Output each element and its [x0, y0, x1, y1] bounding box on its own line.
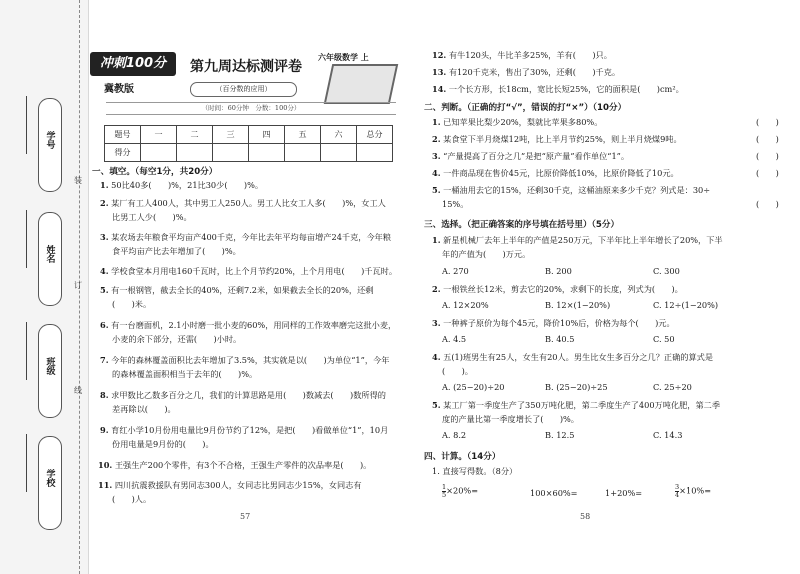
question-number: 5.: [432, 400, 441, 410]
calc-expression-2: 100×60%=: [530, 488, 578, 498]
question-2-cont: 比男工人少( )%。: [112, 212, 192, 222]
option-a[interactable]: A. 8.2: [442, 430, 467, 440]
answer-box[interactable]: ( ): [756, 151, 779, 161]
answer-box[interactable]: ( ): [756, 168, 779, 178]
question-7-cont: 的森林覆盖面积相当于去年的( )%。: [112, 369, 258, 379]
score-cell: 一: [141, 126, 177, 144]
page-subtitle: （百分数的应用）: [190, 82, 297, 97]
judge-5-cont: 15%。: [442, 199, 469, 209]
option-b[interactable]: B. 200: [545, 266, 572, 276]
option-a[interactable]: A. 4.5: [442, 334, 467, 344]
option-c[interactable]: C. 25÷20: [653, 382, 692, 392]
question-7: [100, 355, 389, 366]
answer-box[interactable]: ( ): [756, 199, 779, 209]
question-text: 一根铁丝长12米，剪去它的20%，求剩下的长度，列式为( )。: [443, 284, 683, 294]
question-text: 有120千克米，售出了30%，还剩( )千克。: [448, 67, 621, 77]
denominator: 4: [675, 491, 680, 499]
question-text: 已知苹果比梨少20%，梨就比苹果多80%。: [443, 117, 603, 127]
question-number: 4.: [100, 266, 109, 276]
choice-4: [432, 352, 713, 363]
option-c[interactable]: C. 50: [653, 334, 675, 344]
answer-box[interactable]: ( ): [756, 134, 779, 144]
question-number: 1.: [432, 235, 441, 245]
question-text: 王强生产200个零件，有3个不合格，王强生产零件的次品率是( )。: [114, 460, 372, 470]
question-text: 求甲数比乙数多百分之几，我们的计算思路是用( )数减去( )数所得的: [111, 390, 386, 400]
option-b[interactable]: B. 12.5: [545, 430, 575, 440]
calc-expression-3: 1+20%=: [605, 488, 643, 498]
score-cell: 二: [177, 126, 213, 144]
question-9: [100, 425, 388, 436]
question-12: [432, 50, 612, 61]
field-line: [26, 210, 27, 268]
question-number: 2.: [432, 284, 441, 294]
question-14: [432, 84, 684, 95]
question-number: 1.: [432, 117, 441, 127]
question-number: 4.: [432, 168, 441, 178]
score-input-cell[interactable]: [177, 144, 213, 162]
judge-3: [432, 151, 629, 162]
question-text: 学校食堂本月用电160千瓦时，比上个月节约20%，上个月用电( )千瓦时。: [111, 266, 398, 276]
numerator: 3: [675, 483, 680, 491]
edition-label: 冀教版: [104, 84, 134, 95]
question-number: 6.: [100, 320, 109, 330]
question-5-cont: ( )米。: [112, 299, 152, 309]
question-3: [100, 232, 391, 243]
field-label: 学号: [44, 131, 55, 149]
score-cell: 得分: [105, 144, 141, 162]
question-number: 11.: [98, 480, 113, 490]
field-label: 学校: [44, 469, 55, 487]
student-id-field[interactable]: [38, 98, 62, 192]
calc-subheading: 1. 直接写得数。（8分）: [432, 466, 518, 476]
question-text: 某农场去年粮食平均亩产400千克，今年比去年平均每亩增产24千克，今年粮: [111, 232, 392, 242]
field-line: [26, 322, 27, 380]
time-score-bar: （时间：60分钟 分数：100分）: [106, 102, 396, 115]
question-text: 有一根钢管，截去全长的40%，还剩7.2米，如果截去全长的20%，还剩: [111, 285, 374, 295]
right-page: [420, 0, 800, 574]
question-text: 一件商品现在售价45元，比原价降低10%，比原价降低了10元。: [443, 168, 679, 178]
question-number: 3.: [100, 232, 109, 242]
question-5: [100, 285, 373, 296]
question-number: 5.: [432, 185, 441, 195]
score-cell: 四: [249, 126, 285, 144]
question-text: 育红小学10月份用电量比9月份节约了12%，是把( )看做单位“1”，10月: [111, 425, 389, 435]
question-6: [100, 320, 396, 331]
cut-mark: 线: [74, 386, 82, 395]
question-text: 某食堂下半月烧煤12吨，比上半月节约25%，则上半月烧煤9吨。: [443, 134, 682, 144]
choice-5-cont: 度的产量比第一季度增长了( )%。: [442, 414, 579, 424]
question-text: “产量提高了百分之几”是把“原产量”看作单位“1”。: [443, 151, 630, 161]
score-cell: 总分: [357, 126, 393, 144]
option-b[interactable]: B. 40.5: [545, 334, 575, 344]
question-number: 9.: [100, 425, 109, 435]
left-page: [90, 0, 405, 574]
question-10: [98, 460, 371, 471]
score-input-cell[interactable]: [357, 144, 393, 162]
question-text: 50比40多( )%，21比30少( )%。: [111, 180, 264, 190]
numerator: 1: [442, 483, 447, 491]
cut-mark: 装: [74, 176, 82, 185]
question-number: 10.: [98, 460, 113, 470]
option-a[interactable]: A. 270: [442, 266, 469, 276]
judge-5: [432, 185, 710, 196]
question-number: 7.: [100, 355, 109, 365]
option-a[interactable]: A. (25−20)÷20: [442, 382, 505, 392]
judge-4: [432, 168, 679, 179]
section-heading-choice: 三、选择。（把正确答案的序号填在括号里）（5分）: [424, 220, 620, 230]
option-c[interactable]: C. 14.3: [653, 430, 683, 440]
question-1: [100, 180, 263, 191]
question-number: 1.: [100, 180, 109, 190]
field-label: 姓名: [44, 245, 55, 263]
question-11: [98, 480, 362, 491]
question-8-cont: 差再除以( )。: [112, 404, 176, 414]
expression-text: ×10%=: [679, 485, 712, 496]
calc-expression-1: [442, 484, 478, 499]
choice-3: [432, 318, 675, 329]
score-table-score-row: [105, 144, 393, 162]
choice-5: [432, 400, 720, 411]
question-6-cont: 小麦的余下部分，还需( )小时。: [112, 334, 242, 344]
tablet-illustration-icon: [324, 64, 399, 104]
question-11-cont: ( )人。: [112, 494, 152, 504]
page-number: 58: [580, 512, 591, 521]
option-c[interactable]: C. 12÷(1−20%): [653, 300, 719, 310]
judge-2: [432, 134, 682, 145]
score-cell: 三: [213, 126, 249, 144]
question-text: 一个长方形，长18cm，宽比长短25%，它的面积是( )cm²。: [448, 84, 684, 94]
choice-1-cont: 年的产值为( )万元。: [442, 249, 531, 259]
question-number: 2.: [100, 198, 109, 208]
score-input-cell[interactable]: [321, 144, 357, 162]
score-cell: 六: [321, 126, 357, 144]
score-table: [104, 125, 393, 162]
question-text: 某厂有工人400人，其中男工人250人。男工人比女工人多( )%，女工人: [111, 198, 386, 208]
score-cell: 题号: [105, 126, 141, 144]
question-13: [432, 67, 620, 78]
question-9-cont: 份用电量是9月份的( )。: [112, 439, 214, 449]
question-number: 3.: [432, 151, 441, 161]
question-text: 有牛120头，牛比羊多25%，羊有( )只。: [448, 50, 612, 60]
question-3-cont: 食平均亩产比去年增加了( )%。: [112, 246, 241, 256]
score-input-cell[interactable]: [249, 144, 285, 162]
choice-2: [432, 284, 683, 295]
question-number: 5.: [100, 285, 109, 295]
option-c[interactable]: C. 300: [653, 266, 680, 276]
field-line: [26, 434, 27, 492]
question-number: 8.: [100, 390, 109, 400]
page-title: 第九周达标测评卷: [190, 59, 302, 75]
question-8: [100, 390, 386, 401]
score-input-cell[interactable]: [141, 144, 177, 162]
class-field[interactable]: [38, 324, 62, 418]
question-number: 14.: [432, 84, 447, 94]
section-heading-judge: 二、判断。（正确的打“√”，错误的打“×”）（10分）: [424, 103, 627, 113]
field-label: 班级: [44, 357, 55, 375]
grade-label: 六年级数学 上: [318, 52, 369, 62]
binding-strip: [0, 0, 89, 574]
question-text: 某工厂第一季度生产了350万吨化肥，第二季度生产了400万吨化肥，第二季: [443, 400, 721, 410]
page-number: 57: [240, 512, 251, 521]
question-text: 今年的森林覆盖面积比去年增加了3.5%，其实就是以( )为单位“1”，今年: [111, 355, 390, 365]
section-heading-fill: 一、填空。（每空1分，共20分）: [92, 167, 218, 177]
question-text: 一种裤子原价为每个45元，降价10%后，价格为每个( )元。: [443, 318, 675, 328]
question-2: [100, 198, 386, 209]
answer-box[interactable]: ( ): [756, 117, 779, 127]
question-text: 一桶油用去它的15%，还剩30千克，这桶油原来多少千克？列式是：30÷: [443, 185, 711, 195]
question-number: 4.: [432, 352, 441, 362]
question-text: 四川抗震救援队有男同志300人，女同志比男同志少15%，女同志有: [114, 480, 362, 490]
score-cell: 五: [285, 126, 321, 144]
choice-1: [432, 235, 723, 246]
question-number: 3.: [432, 318, 441, 328]
score-table-header-row: [105, 126, 393, 144]
judge-1: [432, 117, 602, 128]
option-b[interactable]: B. (25−20)÷25: [545, 382, 608, 392]
expression-text: ×20%=: [446, 485, 479, 496]
score-input-cell[interactable]: [285, 144, 321, 162]
question-number: 2.: [432, 134, 441, 144]
field-line: [26, 96, 27, 154]
score-input-cell[interactable]: [213, 144, 249, 162]
brand-logo: 冲刺100分: [90, 52, 176, 76]
question-text: 有一台磨面机，2.1小时磨一批小麦的60%，用同样的工作效率磨完这批小麦，: [111, 320, 397, 330]
question-number: 12.: [432, 50, 447, 60]
option-a[interactable]: A. 12×20%: [442, 300, 489, 310]
section-heading-calc: 四、计算。（14分）: [424, 452, 501, 462]
school-field[interactable]: [38, 436, 62, 530]
cut-mark: 订: [74, 281, 82, 290]
name-field[interactable]: [38, 212, 62, 306]
calc-expression-4: [675, 484, 711, 499]
denominator: 5: [442, 491, 447, 499]
choice-4-cont: ( )。: [442, 366, 473, 376]
question-4: [100, 266, 397, 277]
question-text: 新星机械厂去年上半年的产值是250万元，下半年比上半年增长了20%，下半: [443, 235, 723, 245]
question-text: 五(1)班男生有25人，女生有20人。男生比女生多百分之几？正确的算式是: [443, 352, 714, 362]
option-b[interactable]: B. 12×(1−20%): [545, 300, 611, 310]
question-number: 13.: [432, 67, 447, 77]
